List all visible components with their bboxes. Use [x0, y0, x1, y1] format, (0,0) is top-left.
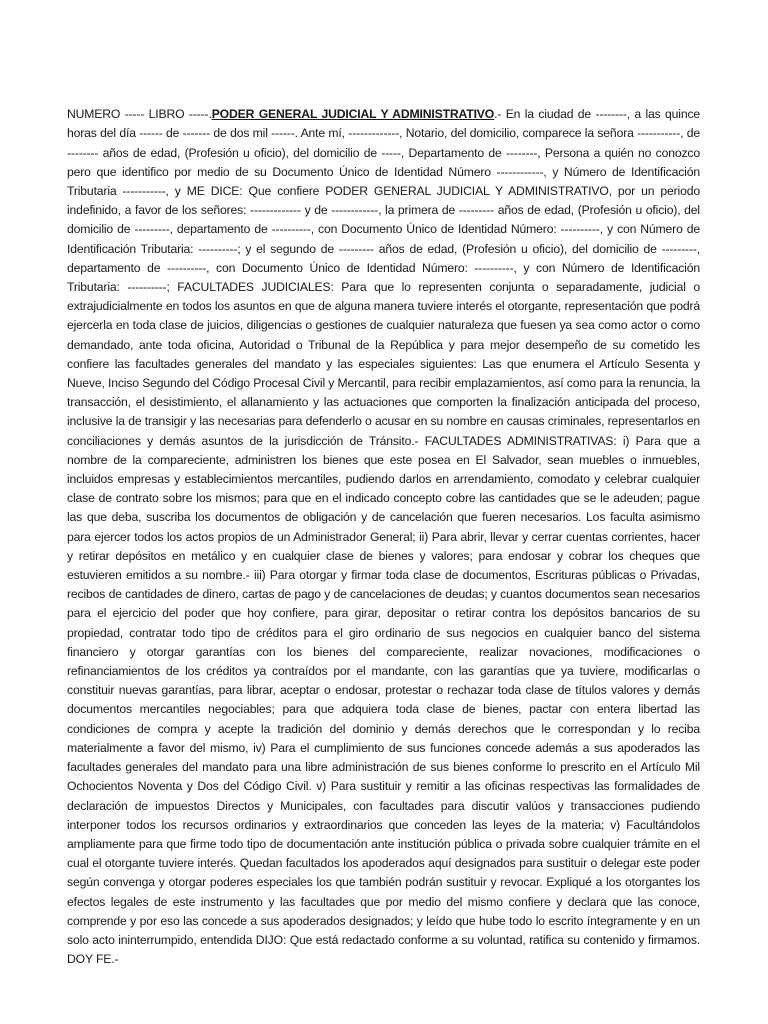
document-body	[67, 105, 700, 969]
document-prefix: NUMERO ----- LIBRO -----.	[67, 107, 212, 122]
document-title: PODER GENERAL JUDICIAL Y ADMINISTRATIVO	[211, 107, 495, 122]
document-text: .- En la ciudad de --------, a las quince horas del día ------ de ------- de dos mil ------. Ante mí, -------------, Notario, del domicilio, comparece la señora -----------, de -------- años de edad, (Profesión u oficio), del domicilio de -----, Departamento de --------, Persona a quién no conozco pero que identifico por medio de su Documento Único de Identidad Número ------------, y Número de Identificación Tributaria -----------, y ME DICE: Que confiere PODER GENERAL JUDICIAL Y ADMINISTRATIVO, por un periodo indefinido, a favor de los señores: ------------- y de ------------, la primera de --------- años de edad, (Profesión u oficio), del domicilio de ---------, departamento de ----------, con Documento Único de Identidad Número: ----------, y con Número de Identificación Tributaria: ----------; y el segundo de --------- años de edad, (Profesión u oficio), del domicilio de ---------, departamento de ----------, con Documento Único de Identidad Número: ----------, y con Número de Identificación Tributaria: ----------; FACULTADES JUDICIALES: Para que lo representen conjunta o separadamente, judicial o extrajudicialmente en todos los asuntos en que de alguna manera tuviere interés el otorgante, representación que podrá ejercerla en toda clase de juicios, diligencias o gestiones de cualquier naturaleza que fuesen ya sea como actor o como demandado, ante toda oficina, Autoridad o Tribunal de la República y para mejor desempeño de su cometido les confiere las facultades generales del mandato y las especiales siguientes: Las que enumera el Artículo Sesenta y Nueve, Inciso Segundo del Código Procesal Civil y Mercantil, para recibir emplazamientos, así como para la renuncia, la transacción, el desistimiento, el allanamiento y las actuaciones que comporten la finalización anticipada del proceso, inclusive la de transigir y las necesarias para defenderlo o acusar en su nombre en causas criminales, representarlos en conciliaciones y demás asuntos de la jurisdicción de Tránsito.- FACULTADES ADMINISTRATIVAS: i) Para que a nombre de la compareciente, administren los bienes que este posea en El Salvador, sean muebles o inmuebles, incluidos empresas y establecimientos mercantiles, pudiendo darlos en arrendamiento, comodato y celebrar cualquier clase de contrato sobre los mismos; para que en el indicado concepto cobre las cantidades que se le adeuden; pague las que deba, suscriba los documentos de obligación y de cancelación que fueren necesarios. Los faculta asimismo para ejercer todos los actos propios de un Administrador General; ii) Para abrir, llevar y cerrar cuentas corrientes, hacer y retirar depósitos en metálico y en cualquier clase de bienes y valores; para endosar y cobrar los cheques que estuvieren emitidos a su nombre.- iii) Para otorgar y firmar toda clase de documentos, Escrituras públicas o Privadas, recibos de cantidades de dinero, cartas de pago y de cancelaciones de deudas; y cuantos documentos sean necesarios para el ejercicio del poder que hoy confiere, para girar, depositar o retirar contra los depósitos bancarios de su propiedad, contratar todo tipo de créditos para el giro ordinario de sus negocios en cualquier banco del sistema financiero y otorgar garantías con los bienes del compareciente, realizar novaciones, modificaciones o refinanciamientos de los créditos ya contraídos por el mandante, con las garantías que ya tuviere, modificarlas o constituir nuevas garantías, para librar, aceptar o endosar, protestar o rechazar toda clase de títulos valores y demás documentos mercantiles negociables; para que adquiera toda clase de bienes, pactar con entera libertad las condiciones de compra y acepte la tradición del dominio y demás derechos que le correspondan y lo reciba materialmente a favor del mismo, iv) Para el cumplimiento de sus funciones concede además a sus apoderados las facultades generales del mandato para una libre administración de sus bienes conforme lo prescrito en el Artículo Mil Ochocientos Noventa y Dos del Código Civil. v) Para sustituir y remitir a las oficinas respectivas las formalidades de declaración de impuestos Directos y Municipales, con facultades para discutir valúos y transacciones pudiendo interponer todos los recursos ordinarios y extraordinarios que conceden las leyes de la materia; v) Facultándolos ampliamente para que firme todo tipo de documentación ante institución pública o privada sobre cualquier trámite en el cual el otorgante tuviere interés. Quedan facultados los apoderados aquí designados para sustituir o delegar este poder según convenga y otorgar poderes especiales los que también podrán sustituir y revocar. Expliqué a los otorgantes los efectos legales de este instrumento y las facultades que por medio del mismo confiere y declara que las conoce, comprende y por eso las concede a sus apoderados designados; y leído que hube todo lo escrito íntegramente y en un solo acto ininterrumpido, entendida DIJO: Que está redactado conforme a su voluntad, ratifica su contenido y firmamos. DOY FE.-	[67, 107, 701, 967]
